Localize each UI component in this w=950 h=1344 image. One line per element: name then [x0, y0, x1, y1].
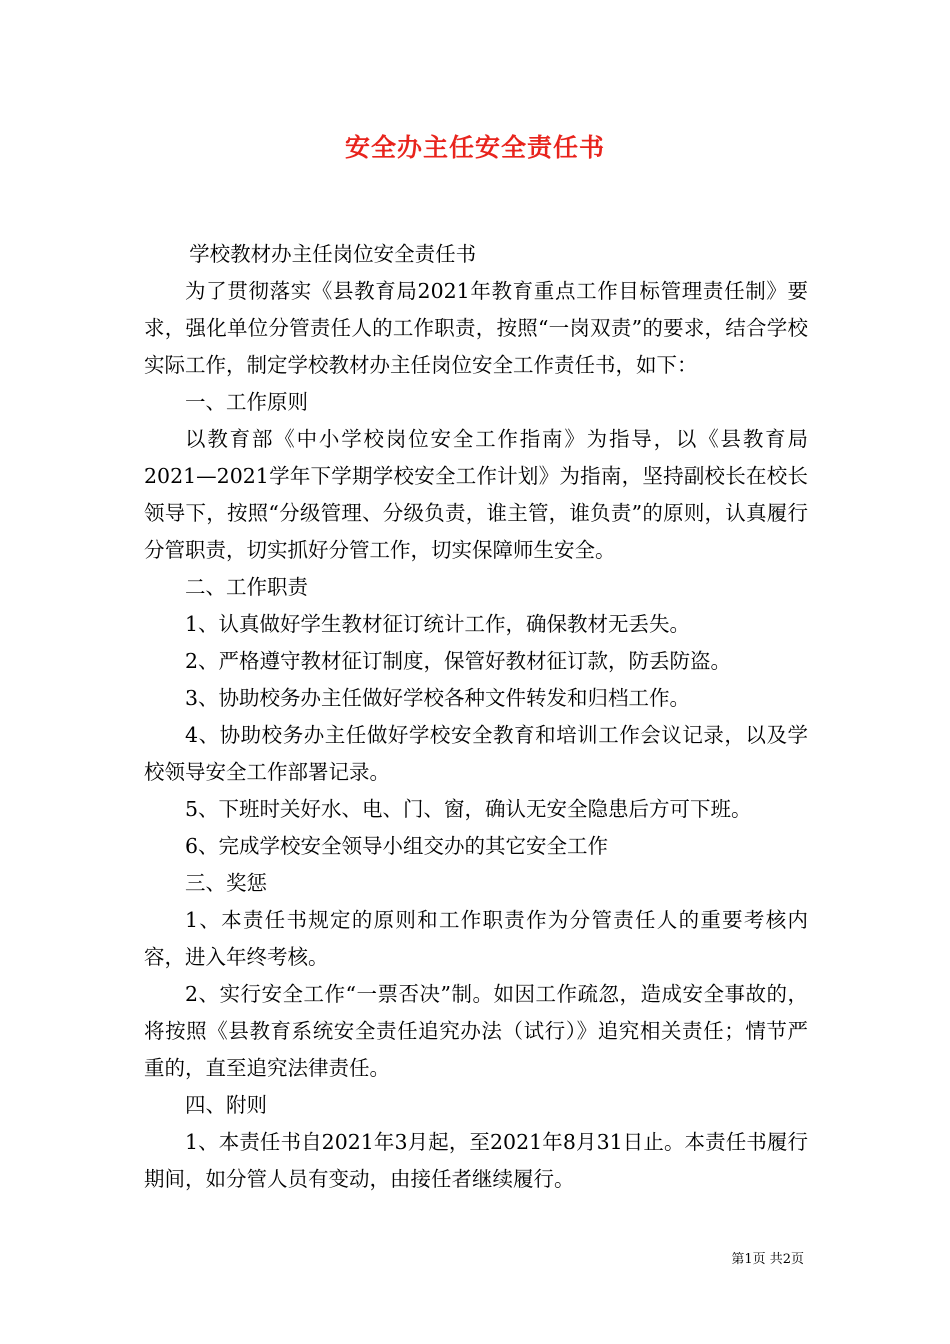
section-heading-duties: 二、工作职责 [185, 575, 308, 599]
duty-item-1: 1、认真做好学生教材征订统计工作，确保教材无丢失。 [185, 612, 691, 636]
document-body [144, 236, 808, 1198]
principles-paragraph: 以教育部《中小学校岗位安全工作指南》为指导，以《县教育局2021—2021学年下学期学校安全工作计划》为指南，坚持副校长在校长领导下，按照“分级管理、分级负责，谁主管，谁负责”的原则，认真履行分管职责，切实抓好分管工作，切实保障师生安全。 [144, 427, 808, 562]
duty-item-6: 6、完成学校安全领导小组交办的其它安全工作 [185, 834, 609, 858]
section-heading-rewards: 三、奖惩 [185, 871, 267, 895]
section-heading-appendix: 四、附则 [185, 1093, 267, 1117]
page-number: 第1页 共2页 [731, 1252, 804, 1267]
reward-item-2: 2、实行安全工作“一票否决”制。如因工作疏忽，造成安全事故的，将按照《县教育系统安全责任追究办法（试行）》追究相关责任；情节严重的，直至追究法律责任。 [144, 982, 808, 1080]
appendix-item-1: 1、本责任书自2021年3月起，至2021年8月31日止。本责任书履行期间，如分管人员有变动，由接任者继续履行。 [144, 1130, 808, 1191]
document-subtitle: 学校教材办主任岗位安全责任书 [189, 242, 477, 266]
duty-item-2: 2、严格遵守教材征订制度，保管好教材征订款，防丢防盗。 [185, 649, 732, 673]
duty-item-3: 3、协助校务办主任做好学校各种文件转发和归档工作。 [185, 686, 691, 710]
reward-item-1: 1、本责任书规定的原则和工作职责作为分管责任人的重要考核内容，进入年终考核。 [144, 908, 808, 969]
duty-item-4: 4、协助校务办主任做好学校安全教育和培训工作会议记录，以及学校领导安全工作部署记录。 [144, 723, 808, 784]
document-title: 安全办主任安全责任书 [344, 133, 605, 162]
duty-item-5: 5、下班时关好水、电、门、窗，确认无安全隐患后方可下班。 [185, 797, 752, 821]
intro-paragraph: 为了贯彻落实《县教育局2021年教育重点工作目标管理责任制》要求，强化单位分管责任人的工作职责，按照“一岗双责”的要求，结合学校实际工作，制定学校教材办主任岗位安全工作责任书，如下： [144, 279, 808, 377]
section-heading-principles: 一、工作原则 [185, 390, 308, 414]
